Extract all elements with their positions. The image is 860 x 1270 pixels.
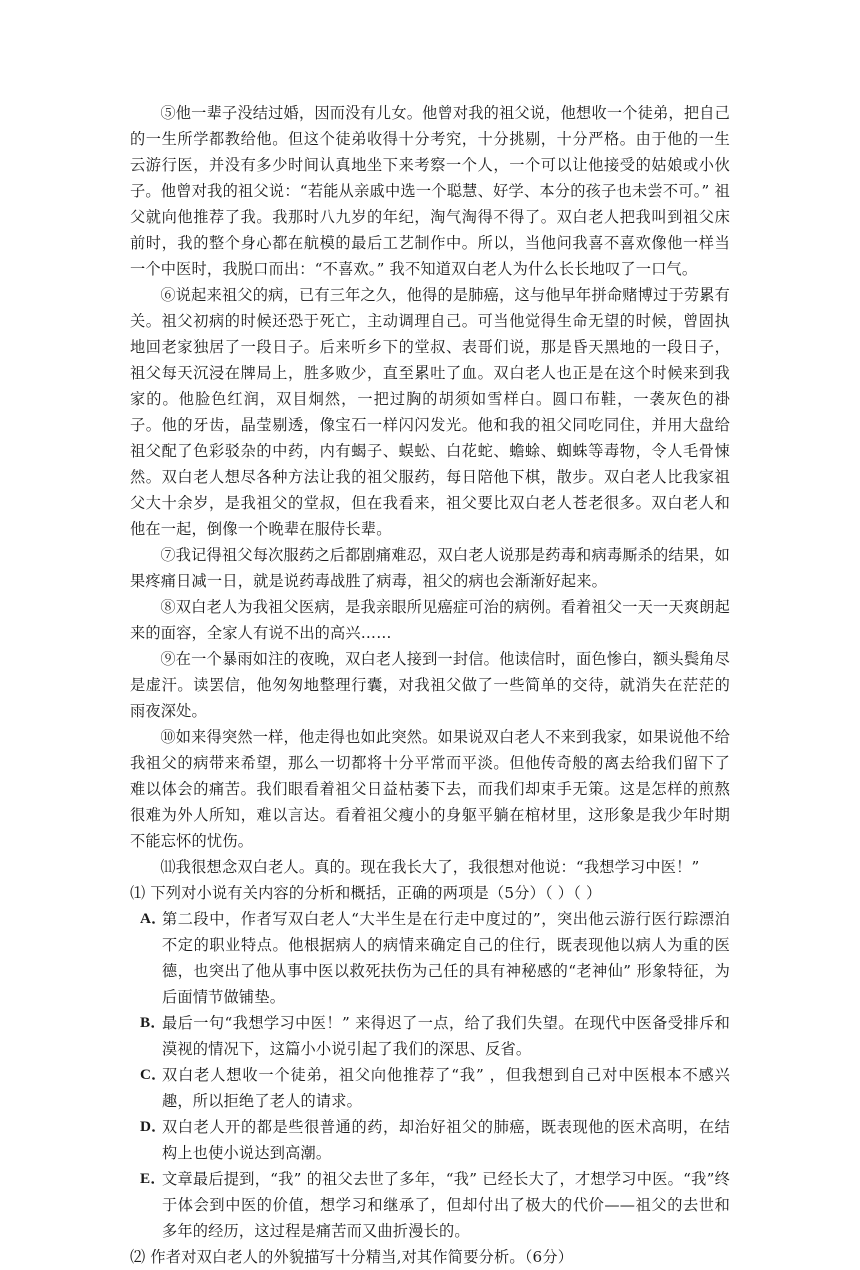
option-e <box>130 1166 730 1244</box>
question-2-stem: ⑵ 作者对双白老人的外貌描写十分精当,对其作简要分析。（6分） <box>130 1248 574 1266</box>
option-c <box>130 1062 730 1114</box>
option-text: 第二段中，作者写双白老人“大半生是在行走中度过的”，突出他云游行医行踪漂泊不定的职业特点。他根据病人的病情来确定自己的住行，既表现他以病人为重的医德，也突出了他从事中医以救死扶伤为己任的具有神秘感的“老神仙” 形象特征，为后面情节做铺垫。 <box>162 910 730 1006</box>
option-letter: C． <box>140 1066 167 1083</box>
option-d <box>130 1114 730 1166</box>
paragraph-6: ⑥说起来祖父的病，已有三年之久，他得的是肺癌，这与他早年拼命赌博过于劳累有关。祖父初病的时候还恐于死亡，主动调理自己。可当他觉得生命无望的时候，曾固执地回老家独居了一段日子。后来听乡下的堂叔、表哥们说，那是昏天黑地的一段日子，祖父每天沉浸在牌局上，胜多败少，直至累吐了血。双白老人也正是在这个时候来到我家的。他脸色红润，双目炯然，一把过胸的胡须如雪样白。圆口布鞋，一袭灰色的褂子。他的牙齿，晶莹剔透，像宝石一样闪闪发光。他和我的祖父同吃同住，并用大盘给祖父配了色彩驳杂的中药，内有蝎子、蜈蚣、白花蛇、蟾蜍、蜘蛛等毒物，令人毛骨悚然。双白老人想尽各种方法让我的祖父服药，每日陪他下棋，散步。双白老人比我家祖父大十余岁，是我祖父的堂叔，但在我看来，祖父要比双白老人苍老很多。双白老人和他在一起，倒像一个晚辈在服侍长辈。 <box>130 286 730 538</box>
option-text: 文章最后提到，“我” 的祖父去世了多年，“我” 已经长大了，才想学习中医。“我”终于体会到中医的价值，想学习和继承了，但却付出了极大的代价——祖父的去世和多年的经历，这过程是痛苦而又曲折漫长的。 <box>162 1170 730 1240</box>
paragraph-5: ⑤他一辈子没结过婚，因而没有儿女。他曾对我的祖父说，他想收一个徒弟，把自己的一生所学都教给他。但这个徒弟收得十分考究，十分挑剔，十分严格。由于他的一生云游行医，并没有多少时间认真地坐下来考察一个人，一个可以让他接受的姑娘或小伙子。他曾对我的祖父说：“若能从亲戚中选一个聪慧、好学、本分的孩子也未尝不可。” 祖父就向他推荐了我。我那时八九岁的年纪，淘气淘得不得了。双白老人把我叫到祖父床前时，我的整个身心都在航模的最后工艺制作中。所以，当他问我喜不喜欢像他一样当一个中医时，我脱口而出：“不喜欢。” 我不知道双白老人为什么长长地叹了一口气。 <box>130 104 730 278</box>
paragraph-11: ⑾我很想念双白老人。真的。现在我长大了，我很想对他说：“我想学习中医！” <box>160 858 700 876</box>
paragraph-8: ⑧双白老人为我祖父医病，是我亲眼所见癌症可治的病例。看着祖父一天一天爽朗起来的面容，全家人有说不出的高兴…… <box>130 598 730 642</box>
exam-page <box>130 100 730 1270</box>
option-letter: E． <box>140 1170 166 1187</box>
option-letter: A． <box>140 910 167 927</box>
option-text: 最后一句“我想学习中医！” 来得迟了一点，给了我们失望。在现代中医备受排斥和漠视的情况下，这篇小小说引起了我们的深思、反省。 <box>162 1014 730 1058</box>
paragraph-9: ⑨在一个暴雨如注的夜晚，双白老人接到一封信。他读信时，面色惨白，额头鬓角尽是虚汗。读罢信，他匆匆地整理行囊，对我祖父做了一些简单的交待，就消失在茫茫的雨夜深处。 <box>130 650 730 720</box>
paragraph-7: ⑦我记得祖父每次服药之后都剧痛难忍，双白老人说那是药毒和病毒厮杀的结果，如果疼痛日减一日，就是说药毒战胜了病毒，祖父的病也会渐渐好起来。 <box>130 546 730 590</box>
option-text: 双白老人想收一个徒弟，祖父向他推荐了“我” ，但我想到自己对中医根本不感兴趣，所以拒绝了老人的请求。 <box>162 1066 730 1110</box>
option-a <box>130 906 730 1010</box>
option-text: 双白老人开的都是些很普通的药，却治好祖父的肺癌，既表现他的医术高明，在结构上也使小说达到高潮。 <box>162 1118 730 1162</box>
option-b <box>130 1010 730 1062</box>
paragraph-10: ⑩如来得突然一样，他走得也如此突然。如果说双白老人不来到我家，如果说他不给我祖父的病带来希望，那么一切都将十分平常而平淡。但他传奇般的离去给我们留下了难以体会的痛苦。我们眼看着祖父日益枯萎下去，而我们却束手无策。这是怎样的煎熬很难为外人所知，难以言达。看着祖父瘦小的身躯平躺在棺材里，这形象是我少年时期不能忘怀的忧伤。 <box>130 728 730 850</box>
option-letter: B． <box>140 1014 166 1031</box>
question-1-options <box>130 906 730 1244</box>
question-1-stem: ⑴ 下列对小说有关内容的分析和概括，正确的两项是（5分）（ ）（ ） <box>130 884 602 902</box>
option-letter: D． <box>140 1118 167 1135</box>
